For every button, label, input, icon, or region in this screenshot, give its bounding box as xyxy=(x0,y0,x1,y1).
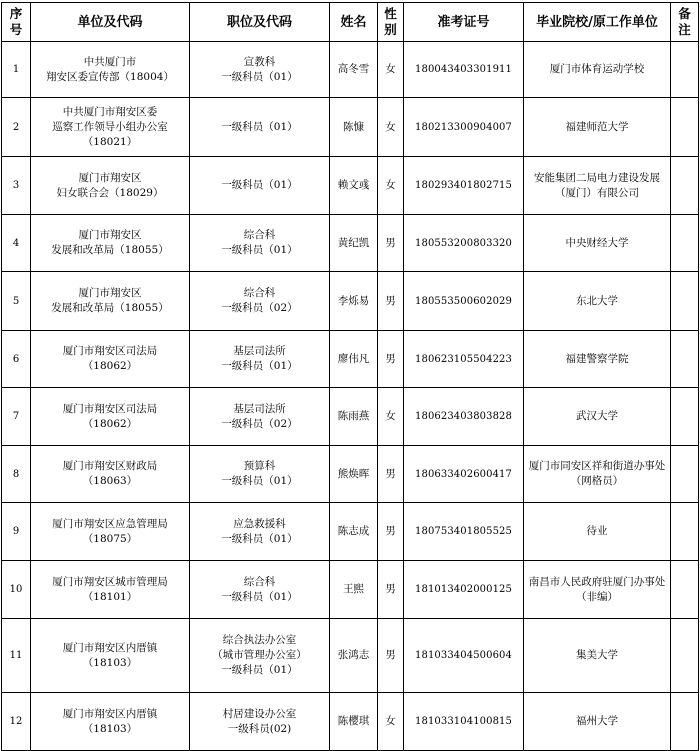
row-ticket: 180753401805525 xyxy=(404,503,524,561)
row-gender: 女 xyxy=(378,693,404,751)
row-position-line: 宣教科 xyxy=(243,55,276,68)
row-unit xyxy=(31,503,190,561)
row-position-line: 基层司法所 xyxy=(233,402,286,415)
row-gender: 男 xyxy=(378,619,404,693)
row-position-line: 综合执法办公室 xyxy=(222,634,297,646)
row-position-line: 预算科 xyxy=(243,460,276,472)
row-unit xyxy=(31,561,190,619)
row-position xyxy=(190,561,330,619)
row-position-line: 一级科员（01） xyxy=(221,590,298,603)
row-unit-line: （18062） xyxy=(82,417,138,430)
row-position-line: 基层司法所 xyxy=(233,345,286,357)
row-unit-line: （18062） xyxy=(82,360,138,372)
row-school-line: 福建师范大学 xyxy=(565,120,629,133)
row-position xyxy=(190,693,330,751)
row-school-line: 待业 xyxy=(586,525,608,537)
row-ticket: 181033404500604 xyxy=(404,619,524,693)
row-position xyxy=(190,272,330,331)
table-row xyxy=(2,503,699,561)
row-name: 高冬雪 xyxy=(330,42,378,98)
row-position-line: 应急救援科 xyxy=(233,517,286,530)
table-row xyxy=(2,98,699,157)
row-school-line: （厦门）有限公司 xyxy=(555,186,639,199)
row-gender: 女 xyxy=(378,388,404,446)
row-unit-line: 发展和改革局（18055） xyxy=(51,302,169,314)
row-position-line: （城市管理办公室） xyxy=(212,649,307,661)
row-position-line: 一级科员（02） xyxy=(221,417,298,430)
table-row xyxy=(2,42,699,98)
row-unit-line: 翔安区委宣传部（18004） xyxy=(46,70,174,83)
row-position-line: 一级科员（01） xyxy=(221,70,298,83)
header-school: 毕业院校/原工作单位 xyxy=(524,3,671,42)
row-unit-line: 厦门市翔安区内厝镇 xyxy=(62,707,158,720)
row-unit-line: （18075） xyxy=(82,532,138,545)
row-unit-line: 厦门市翔安区 xyxy=(78,171,142,184)
row-name: 陈樱琪 xyxy=(330,693,378,751)
row-ticket: 180623403803828 xyxy=(404,388,524,446)
row-unit xyxy=(31,446,190,503)
row-school xyxy=(524,272,671,331)
row-position-line: 一级科员（01） xyxy=(221,179,298,191)
row-ticket: 180213300904007 xyxy=(404,98,524,157)
row-position xyxy=(190,503,330,561)
header-name: 姓名 xyxy=(330,3,378,42)
row-remark xyxy=(671,272,699,331)
row-position-line: 综合科 xyxy=(243,575,276,588)
row-ticket: 180633402600417 xyxy=(404,446,524,503)
row-ticket: 180293401802715 xyxy=(404,157,524,215)
row-gender: 男 xyxy=(378,272,404,331)
row-unit-line: 厦门市翔安区 xyxy=(78,229,142,241)
table-body xyxy=(2,42,699,751)
table-row xyxy=(2,331,699,388)
header-gender: 性 别 xyxy=(378,3,404,42)
row-school xyxy=(524,331,671,388)
row-remark xyxy=(671,388,699,446)
row-position-line: 一级科员（01） xyxy=(221,532,298,545)
row-position xyxy=(190,157,330,215)
row-ticket: 181033104100815 xyxy=(404,693,524,751)
row-position-line: 一级科员（01） xyxy=(221,475,298,487)
row-school-line: 南昌市人民政府驻厦门办事处 xyxy=(528,575,666,588)
row-gender: 女 xyxy=(378,42,404,98)
row-ticket: 180623105504223 xyxy=(404,331,524,388)
row-position-line: 综合科 xyxy=(243,287,276,299)
row-unit-line: （18063） xyxy=(82,475,138,487)
row-name: 赖文彧 xyxy=(330,157,378,215)
row-index: 11 xyxy=(2,619,31,693)
row-position xyxy=(190,215,330,272)
row-school-line: 安能集团二局电力建设发展 xyxy=(534,171,660,184)
row-unit-line: 厦门市翔安区司法局 xyxy=(62,345,158,357)
row-gender: 男 xyxy=(378,561,404,619)
row-name: 陈志成 xyxy=(330,503,378,561)
row-name: 廖伟凡 xyxy=(330,331,378,388)
header-index: 序 号 xyxy=(2,3,31,42)
row-position-line: 一级科员（02） xyxy=(221,302,298,314)
row-position-line: 综合科 xyxy=(243,229,276,241)
row-gender: 男 xyxy=(378,215,404,272)
row-school-line: （网格员） xyxy=(570,475,624,487)
table-row xyxy=(2,561,699,619)
row-name: 陈慷 xyxy=(330,98,378,157)
row-school-line: 集美大学 xyxy=(576,649,618,661)
row-remark xyxy=(671,561,699,619)
row-unit xyxy=(31,42,190,98)
row-position-line: 一级科员(02) xyxy=(227,722,292,735)
row-school xyxy=(524,215,671,272)
row-unit-line: 厦门市翔安区司法局 xyxy=(62,402,158,415)
row-unit xyxy=(31,693,190,751)
row-name: 张鸿志 xyxy=(330,619,378,693)
header-unit: 单位及代码 xyxy=(31,3,190,42)
table-row xyxy=(2,388,699,446)
row-name: 李烁易 xyxy=(330,272,378,331)
row-unit-line: （18101） xyxy=(82,590,138,603)
row-position-line: 一级科员（01） xyxy=(221,120,298,133)
row-index: 12 xyxy=(2,693,31,751)
row-unit-line: （18103） xyxy=(82,722,138,735)
row-school xyxy=(524,693,671,751)
row-gender: 男 xyxy=(378,446,404,503)
row-index: 3 xyxy=(2,157,31,215)
row-ticket: 180553500602029 xyxy=(404,272,524,331)
row-school xyxy=(524,98,671,157)
table-row xyxy=(2,215,699,272)
row-remark xyxy=(671,98,699,157)
row-index: 7 xyxy=(2,388,31,446)
row-school xyxy=(524,388,671,446)
row-school xyxy=(524,503,671,561)
row-index: 10 xyxy=(2,561,31,619)
row-remark xyxy=(671,446,699,503)
row-position xyxy=(190,619,330,693)
row-school xyxy=(524,561,671,619)
row-position xyxy=(190,388,330,446)
row-remark xyxy=(671,693,699,751)
row-position-line: 一级科员（01） xyxy=(221,244,298,256)
row-school-line: 福建警察学院 xyxy=(565,352,629,365)
header-ticket: 准考证号 xyxy=(404,3,524,42)
row-unit-line: 厦门市翔安区城市管理局 xyxy=(52,575,168,588)
row-remark xyxy=(671,42,699,98)
table-row xyxy=(2,693,699,751)
row-unit-line: 妇女联合会（18029） xyxy=(56,186,164,199)
row-remark xyxy=(671,215,699,272)
row-name: 王熙 xyxy=(330,561,378,619)
row-position xyxy=(190,42,330,98)
row-school xyxy=(524,619,671,693)
row-position xyxy=(190,331,330,388)
row-index: 8 xyxy=(2,446,31,503)
row-name: 陈雨燕 xyxy=(330,388,378,446)
row-gender: 男 xyxy=(378,503,404,561)
row-name: 黄纪凯 xyxy=(330,215,378,272)
row-index: 1 xyxy=(2,42,31,98)
row-gender: 男 xyxy=(378,331,404,388)
row-unit xyxy=(31,98,190,157)
row-school-line: 武汉大学 xyxy=(576,410,618,422)
admission-table xyxy=(1,2,699,751)
row-unit-line: （18021） xyxy=(82,135,138,148)
row-unit-line: 中共厦门市 xyxy=(83,55,137,68)
row-school xyxy=(524,446,671,503)
row-index: 2 xyxy=(2,98,31,157)
row-position xyxy=(190,98,330,157)
header-row xyxy=(2,3,699,42)
header-remark: 备 注 xyxy=(671,3,699,42)
row-position-line: 村居建设办公室 xyxy=(222,707,297,720)
row-unit-line: 厦门市翔安区财政局 xyxy=(62,460,158,472)
table-row xyxy=(2,619,699,693)
row-remark xyxy=(671,157,699,215)
row-remark xyxy=(671,619,699,693)
row-unit-line: 巡察工作领导小组办公室 xyxy=(52,120,168,133)
row-unit-line: 厦门市翔安区 xyxy=(78,287,142,299)
row-ticket: 180043403301911 xyxy=(404,42,524,98)
row-unit-line: 中共厦门市翔安区委 xyxy=(62,105,158,118)
row-unit-line: 发展和改革局（18055） xyxy=(51,244,169,256)
table-row xyxy=(2,272,699,331)
row-gender: 女 xyxy=(378,98,404,157)
row-index: 9 xyxy=(2,503,31,561)
row-school-line: 东北大学 xyxy=(576,294,618,307)
table-row xyxy=(2,157,699,215)
row-position-line: 一级科员（01） xyxy=(221,360,298,372)
row-school-line: 厦门市体育运动学校 xyxy=(549,63,645,75)
row-name: 熊焕晖 xyxy=(330,446,378,503)
header-position: 职位及代码 xyxy=(190,3,330,42)
row-unit xyxy=(31,388,190,446)
row-index: 4 xyxy=(2,215,31,272)
row-school-line: 中央财经大学 xyxy=(565,236,629,249)
row-school-line: （非编） xyxy=(576,590,618,603)
row-school xyxy=(524,157,671,215)
row-unit-line: 厦门市翔安区应急管理局 xyxy=(52,517,168,530)
row-gender: 女 xyxy=(378,157,404,215)
row-unit xyxy=(31,331,190,388)
row-unit xyxy=(31,272,190,331)
row-unit-line: （18103） xyxy=(82,656,138,669)
row-unit xyxy=(31,619,190,693)
table-row xyxy=(2,446,699,503)
row-remark xyxy=(671,331,699,388)
row-unit xyxy=(31,157,190,215)
row-position xyxy=(190,446,330,503)
row-school-line: 厦门市同安区祥和街道办事处 xyxy=(528,460,666,472)
row-index: 6 xyxy=(2,331,31,388)
row-ticket: 181013402000125 xyxy=(404,561,524,619)
row-remark xyxy=(671,503,699,561)
row-unit-line: 厦门市翔安区内厝镇 xyxy=(62,641,158,654)
row-school xyxy=(524,42,671,98)
row-index: 5 xyxy=(2,272,31,331)
row-unit xyxy=(31,215,190,272)
row-school-line: 福州大学 xyxy=(576,715,618,727)
row-position-line: 一级科员（01） xyxy=(221,664,298,676)
row-ticket: 180553200803320 xyxy=(404,215,524,272)
